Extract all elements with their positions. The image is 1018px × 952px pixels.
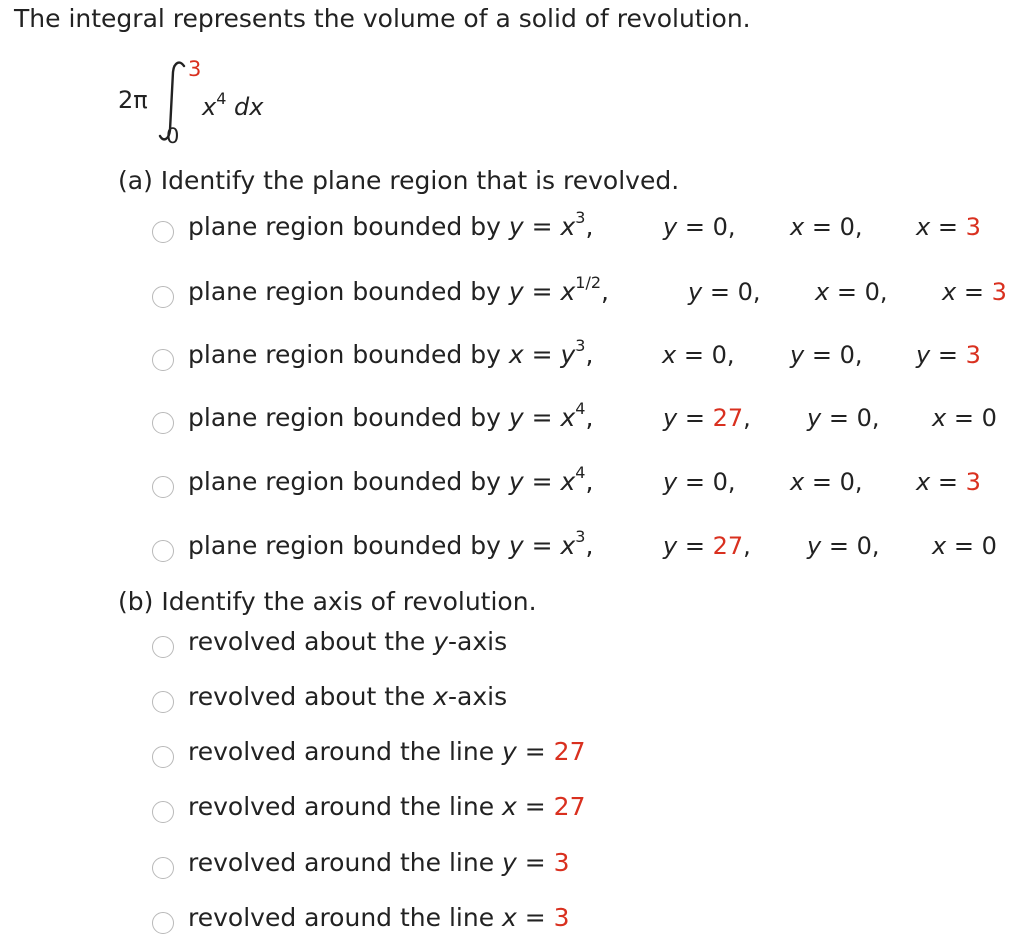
axis-variable: y <box>502 848 517 877</box>
axis-variable: x <box>433 682 448 711</box>
axis-option-label <box>188 737 585 766</box>
boundary-3: x = 0, <box>790 468 863 496</box>
boundary-2: y = 27, <box>663 532 751 560</box>
part-b-title: (b) Identify the axis of revolution. <box>118 587 537 616</box>
integrand-base: x <box>202 93 217 121</box>
curve-exponent: 4 <box>575 463 586 482</box>
equation-value: 0 <box>711 341 727 369</box>
equation-variable: x <box>932 404 947 432</box>
boundary-4: x = 0 <box>932 532 997 560</box>
equation-value: 0 <box>856 532 872 560</box>
radio-button[interactable] <box>152 349 174 371</box>
curve-base: x <box>560 467 576 496</box>
equation-value: 3 <box>965 213 981 241</box>
option-lead-text: plane region bounded by <box>188 277 509 306</box>
boundary-3: x = 0, <box>790 213 863 241</box>
axis-option-label <box>188 682 507 711</box>
option-lead-text: plane region bounded by <box>188 212 509 241</box>
integral-upper-limit: 3 <box>188 57 202 81</box>
equation-variable: y <box>663 404 678 432</box>
equation-variable: y <box>663 532 678 560</box>
axis-option-label <box>188 792 585 821</box>
equation-value: 3 <box>991 278 1007 306</box>
equation-value: 0 <box>856 404 872 432</box>
option-lead-text: plane region bounded by <box>188 403 509 432</box>
curve-exponent: 3 <box>575 208 586 227</box>
boundary-2: x = 0, <box>662 341 735 369</box>
boundary-4: x = 0 <box>932 404 997 432</box>
boundary-4: x = 3 <box>916 468 981 496</box>
option-lead-text: plane region bounded by <box>188 467 509 496</box>
axis-variable: y <box>502 737 517 766</box>
boundary-2: y = 0, <box>688 278 761 306</box>
equation-value: 27 <box>712 532 744 560</box>
curve-base: x <box>560 531 576 560</box>
axis-value: 27 <box>553 737 586 766</box>
equation-variable: x <box>932 532 947 560</box>
radio-button[interactable] <box>152 746 174 768</box>
equals-sign: = <box>516 848 554 877</box>
option-lead-text: revolved about the <box>188 627 434 656</box>
axis-suffix: -axis <box>448 627 508 656</box>
axis-value: 3 <box>553 848 570 877</box>
equation-variable: y <box>807 404 822 432</box>
radio-button[interactable] <box>152 912 174 934</box>
axis-value: 3 <box>553 903 570 932</box>
equation-value: 3 <box>965 468 981 496</box>
option-lead-text: plane region bounded by <box>188 340 509 369</box>
region-option-label: plane region bounded by $x = y^3$, <box>188 336 594 369</box>
equation-variable: y <box>807 532 822 560</box>
axis-value: 27 <box>553 792 586 821</box>
curve-exponent: 4 <box>575 399 586 418</box>
equation-variable: y <box>688 278 703 306</box>
equation-value: 0 <box>839 468 855 496</box>
equation-variable: x <box>790 468 805 496</box>
integral-coefficient: 2π <box>118 86 148 114</box>
axis-option-label <box>188 848 570 877</box>
radio-button[interactable] <box>152 691 174 713</box>
radio-button[interactable] <box>152 221 174 243</box>
integrand <box>202 89 263 121</box>
axis-option-label <box>188 903 570 932</box>
radio-button[interactable] <box>152 857 174 879</box>
boundary-2: y = 0, <box>663 213 736 241</box>
equation-value: 3 <box>965 341 981 369</box>
equation-value: 0 <box>981 404 997 432</box>
option-lead-text: revolved around the line <box>188 903 503 932</box>
option-lead-text: revolved around the line <box>188 737 503 766</box>
equals-sign: = <box>516 903 554 932</box>
curve-variable: x <box>508 340 524 369</box>
equation-value: 0 <box>737 278 753 306</box>
equation-variable: y <box>790 341 805 369</box>
equation-variable: x <box>916 213 931 241</box>
region-option-label: plane region bounded by $y = x^4$, <box>188 399 594 432</box>
axis-variable: x <box>502 903 517 932</box>
part-a-title: (a) Identify the plane region that is revolved. <box>118 166 680 195</box>
option-lead-text: revolved around the line <box>188 792 503 821</box>
curve-variable: y <box>508 531 524 560</box>
boundary-2: y = 27, <box>663 404 751 432</box>
boundary-3: y = 0, <box>807 532 880 560</box>
axis-suffix: -axis <box>448 682 508 711</box>
curve-variable: y <box>508 403 524 432</box>
equation-variable: y <box>916 341 931 369</box>
curve-exponent: 3 <box>575 336 586 355</box>
equation-value: 0 <box>839 341 855 369</box>
axis-variable: x <box>502 792 517 821</box>
equation-variable: x <box>815 278 830 306</box>
equation-variable: y <box>663 213 678 241</box>
option-lead-text: plane region bounded by <box>188 531 509 560</box>
radio-button[interactable] <box>152 636 174 658</box>
radio-button[interactable] <box>152 540 174 562</box>
curve-variable: y <box>508 277 524 306</box>
curve-exponent: 1/2 <box>575 273 602 292</box>
equation-value: 0 <box>839 213 855 241</box>
equation-value: 27 <box>712 404 744 432</box>
equation-variable: x <box>916 468 931 496</box>
boundary-4: x = 3 <box>942 278 1007 306</box>
equation-value: 0 <box>712 468 728 496</box>
equation-value: 0 <box>864 278 880 306</box>
boundary-4: x = 3 <box>916 213 981 241</box>
curve-base: y <box>560 340 576 369</box>
region-option-label: plane region bounded by $y = x^{1/2}$, <box>188 273 609 306</box>
axis-option-label <box>188 627 507 656</box>
question-prompt: The integral represents the volume of a solid of revolution. <box>14 4 751 33</box>
option-lead-text: revolved about the <box>188 682 434 711</box>
curve-exponent: 3 <box>575 527 586 546</box>
radio-button[interactable] <box>152 476 174 498</box>
curve-base: x <box>560 212 576 241</box>
curve-base: x <box>560 277 576 306</box>
radio-button[interactable] <box>152 286 174 308</box>
boundary-4: y = 3 <box>916 341 981 369</box>
integrand-exponent: 4 <box>216 89 227 108</box>
boundary-3: x = 0, <box>815 278 888 306</box>
equals-sign: = <box>516 737 554 766</box>
region-option-label: plane region bounded by $y = x^4$, <box>188 463 594 496</box>
integrand-differential: dx <box>234 93 264 121</box>
boundary-3: y = 0, <box>807 404 880 432</box>
equation-variable: y <box>663 468 678 496</box>
region-option-label: plane region bounded by $y = x^3$, <box>188 527 594 560</box>
boundary-2: y = 0, <box>663 468 736 496</box>
curve-base: x <box>560 403 576 432</box>
boundary-3: y = 0, <box>790 341 863 369</box>
radio-button[interactable] <box>152 801 174 823</box>
equation-value: 0 <box>981 532 997 560</box>
region-option-label: plane region bounded by $y = x^3$, <box>188 208 594 241</box>
option-lead-text: revolved around the line <box>188 848 503 877</box>
equation-variable: x <box>942 278 957 306</box>
curve-variable: y <box>508 212 524 241</box>
axis-variable: y <box>433 627 448 656</box>
equation-value: 0 <box>712 213 728 241</box>
radio-button[interactable] <box>152 412 174 434</box>
equation-variable: x <box>662 341 677 369</box>
equals-sign: = <box>516 792 554 821</box>
curve-variable: y <box>508 467 524 496</box>
integral-lower-limit: 0 <box>166 124 180 148</box>
equation-variable: x <box>790 213 805 241</box>
